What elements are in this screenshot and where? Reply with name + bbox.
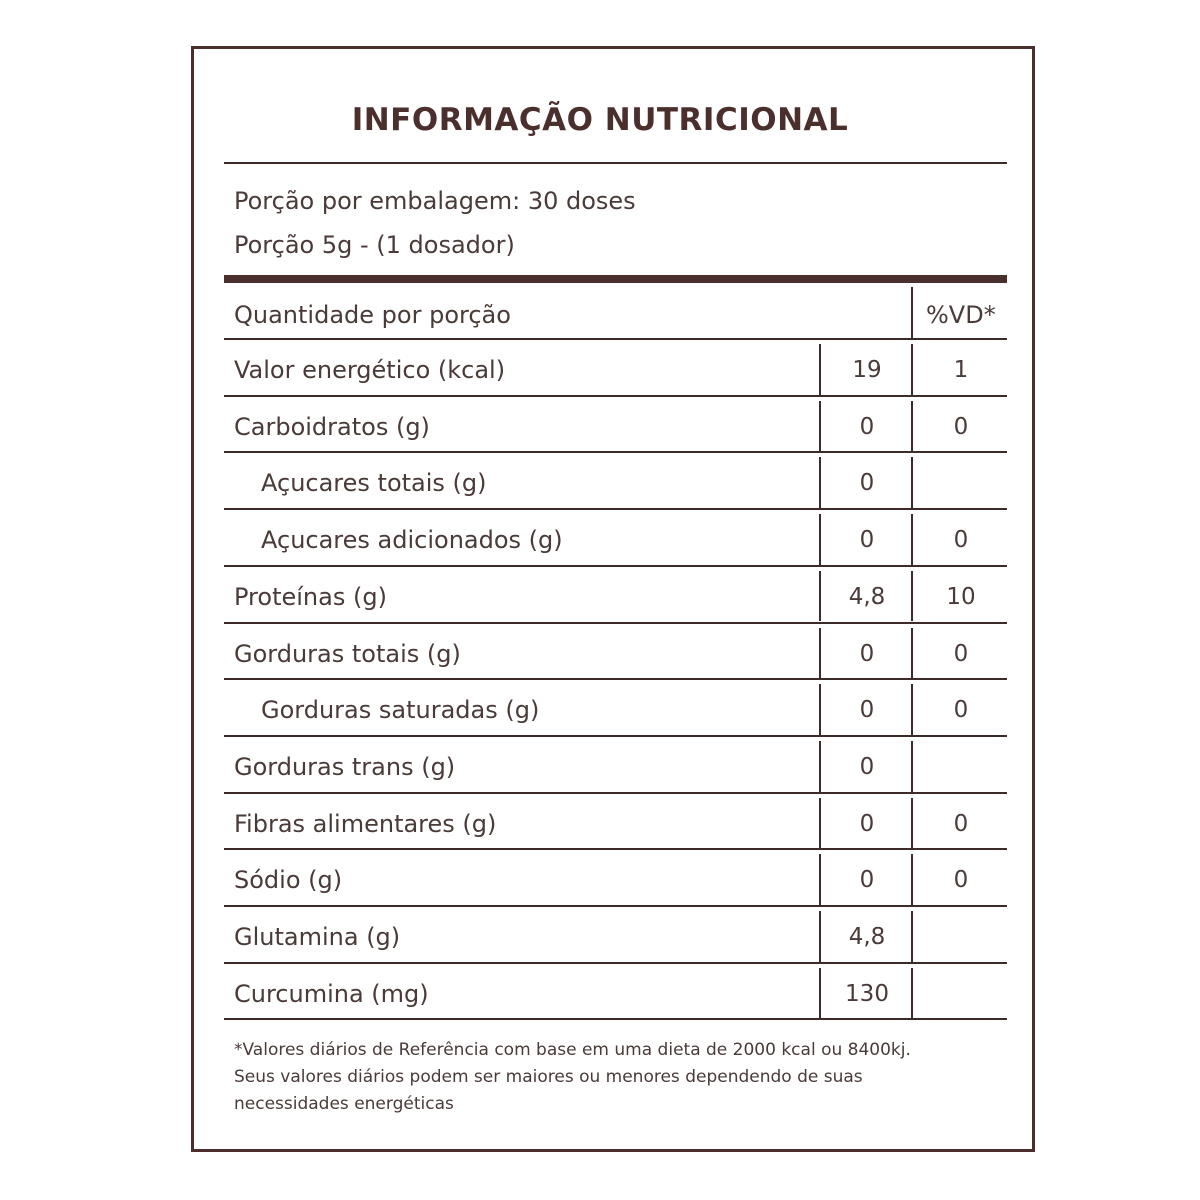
row-divider <box>224 622 1007 624</box>
nutrient-amount: 0 <box>859 697 875 724</box>
nutrient-name: Curcumina (mg) <box>234 979 429 1008</box>
quantity-header: Quantidade por porção <box>234 301 511 329</box>
nutrient-name: Gorduras saturadas (g) <box>261 696 540 725</box>
nutrient-vd: 0 <box>953 697 969 724</box>
column-divider <box>911 911 913 962</box>
nutrient-amount: 130 <box>845 980 889 1007</box>
nutrient-amount: 0 <box>859 810 875 837</box>
nutrient-vd: 0 <box>953 527 969 554</box>
nutrient-vd: 0 <box>953 413 969 440</box>
row-divider <box>224 451 1007 453</box>
vd-header: %VD* <box>926 301 996 329</box>
column-divider <box>911 628 913 679</box>
nutrient-name: Gorduras totais (g) <box>234 639 461 668</box>
nutrient-amount: 0 <box>859 640 875 667</box>
row-divider <box>224 1018 1007 1020</box>
column-divider <box>819 854 821 905</box>
row-divider <box>224 905 1007 907</box>
nutrient-amount: 0 <box>859 470 875 497</box>
page-title: INFORMAÇÃO NUTRICIONAL <box>351 102 849 138</box>
nutrient-vd: 10 <box>946 583 976 610</box>
column-divider <box>911 684 913 735</box>
nutrient-vd: 1 <box>953 357 969 383</box>
column-divider <box>819 968 821 1019</box>
footnote <box>234 1037 1014 1118</box>
nutrient-amount: 0 <box>859 413 875 440</box>
row-divider <box>224 848 1007 850</box>
column-divider <box>819 798 821 849</box>
row-divider <box>224 792 1007 794</box>
nutrient-name: Valor energético (kcal) <box>234 356 506 384</box>
column-divider <box>819 741 821 792</box>
column-divider <box>911 344 913 395</box>
nutrient-name: Carboidratos (g) <box>234 412 430 441</box>
column-divider <box>819 571 821 622</box>
nutrient-amount: 0 <box>859 867 875 894</box>
row-divider <box>224 565 1007 567</box>
row-divider <box>224 735 1007 737</box>
nutrient-amount: 4,8 <box>848 583 886 610</box>
row-divider <box>224 678 1007 680</box>
nutrient-name: Açucares adicionados (g) <box>261 526 563 555</box>
column-divider <box>819 684 821 735</box>
column-divider <box>911 968 913 1019</box>
serving-size: Porção 5g - (1 dosador) <box>234 231 515 259</box>
row-divider <box>224 962 1007 964</box>
column-divider <box>819 514 821 565</box>
column-divider <box>819 344 821 395</box>
column-divider <box>911 571 913 622</box>
column-divider <box>911 401 913 452</box>
column-divider <box>819 911 821 962</box>
nutrient-vd: 0 <box>953 640 969 667</box>
nutrient-name: Sódio (g) <box>234 866 343 895</box>
footnote-line: Seus valores diários podem ser maiores ou menores dependendo de suas <box>234 1067 863 1087</box>
nutrient-vd: 0 <box>953 867 969 894</box>
nutrient-name: Açucares totais (g) <box>261 469 487 498</box>
column-divider <box>911 741 913 792</box>
nutrient-name: Gorduras trans (g) <box>234 752 456 781</box>
nutrient-amount: 0 <box>859 527 875 554</box>
header-divider <box>224 338 1007 340</box>
header-column-divider <box>911 287 913 338</box>
row-divider <box>224 395 1007 397</box>
serving-divider <box>224 275 1007 283</box>
row-divider <box>224 508 1007 510</box>
nutrient-name: Glutamina (g) <box>234 923 401 951</box>
nutrient-name: Fibras alimentares (g) <box>234 809 497 838</box>
title-divider <box>224 162 1007 164</box>
nutrient-amount: 4,8 <box>848 924 886 950</box>
nutrient-name: Proteínas (g) <box>234 582 387 611</box>
column-divider <box>819 628 821 679</box>
footnote-line: necessidades energéticas <box>234 1094 454 1114</box>
column-divider <box>819 457 821 508</box>
nutrient-amount: 0 <box>859 753 875 780</box>
nutrient-amount: 19 <box>852 357 882 383</box>
nutrient-vd: 0 <box>953 810 969 837</box>
column-divider <box>911 514 913 565</box>
servings-per-package: Porção por embalagem: 30 doses <box>234 187 636 215</box>
column-divider <box>911 798 913 849</box>
column-divider <box>819 401 821 452</box>
column-divider <box>911 457 913 508</box>
footnote-line: *Valores diários de Referência com base em uma dieta de 2000 kcal ou 8400kj. <box>234 1040 911 1060</box>
column-divider <box>911 854 913 905</box>
